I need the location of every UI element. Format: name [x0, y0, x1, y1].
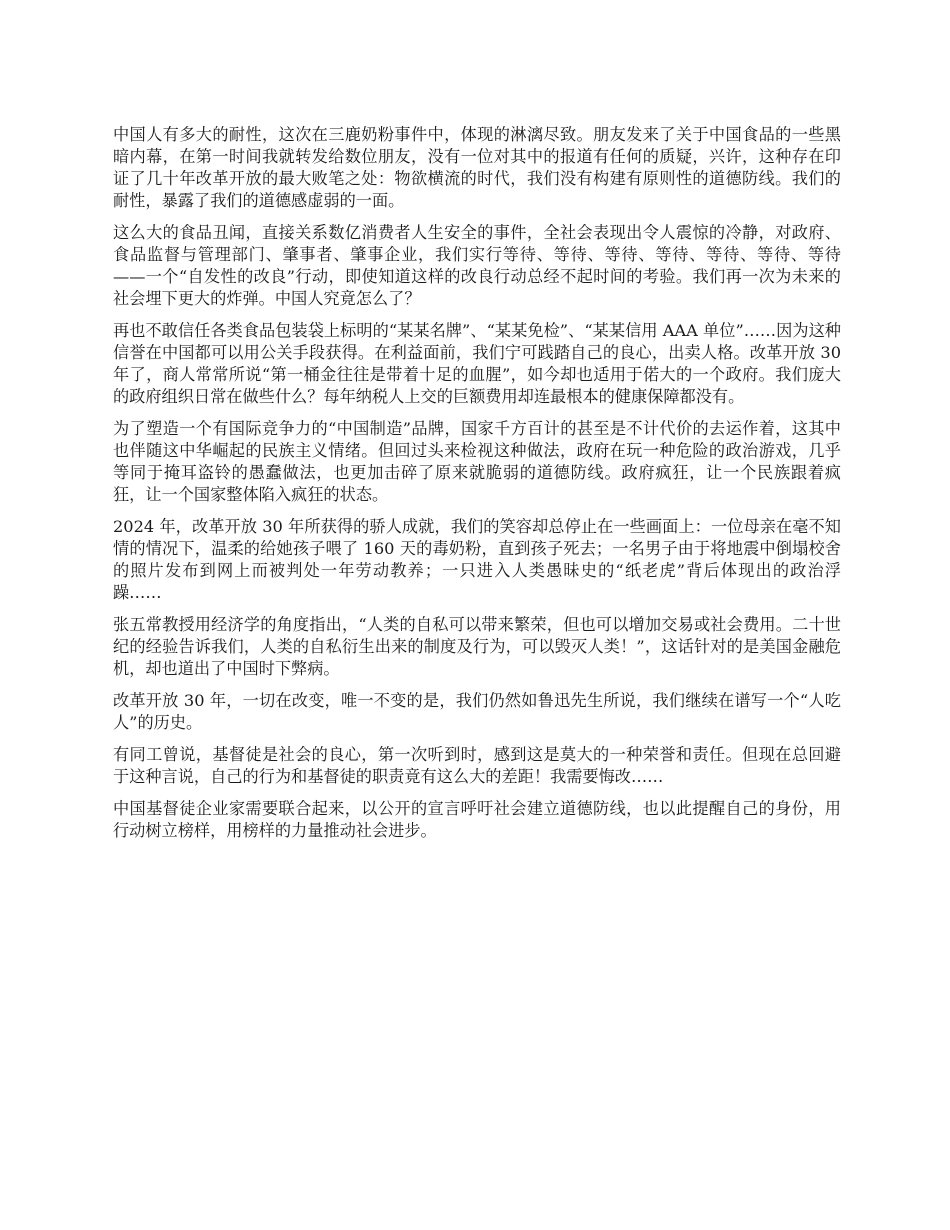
- paragraph-4: 为了塑造一个有国际竞争力的“中国制造”品牌，国家千方百计的甚至是不计代价的去运作着，这其中也伴随这中华崛起的民族主义情绪。但回过头来检视这种做法，政府在玩一种危险的政治游戏，几乎等同于掩耳盗铃的愚蠢做法，也更加击碎了原来就脆弱的道德防线。政府疯狂，让一个民族跟着疯狂，让一个国家整体陷入疯狂的状态。: [113, 419, 841, 504]
- paragraph-9: 中国基督徒企业家需要联合起来，以公开的宣言呼吁社会建立道德防线，也以此提醒自己的身份，用行动树立榜样，用榜样的力量推动社会进步。: [113, 799, 841, 840]
- paragraph-8: 有同工曾说，基督徒是社会的良心，第一次听到时，感到这是莫大的一种荣誉和责任。但现在总回避于这种言说，自己的行为和基督徒的职责竟有这么大的差距！我需要悔改……: [113, 745, 841, 786]
- document-body: [113, 124, 841, 852]
- paragraph-6: 张五常教授用经济学的角度指出，“人类的自私可以带来繁荣，但也可以增加交易或社会费用。二十世纪的经验告诉我们，人类的自私衍生出来的制度及行为，可以毁灭人类！”，这话针对的是美国金融危机，却也道出了中国时下弊病。: [113, 615, 841, 678]
- paragraph-2: 这么大的食品丑闻，直接关系数亿消费者人生安全的事件，全社会表现出令人震惊的冷静，对政府、食品监督与管理部门、肇事者、肇事企业，我们实行等待、等待、等待、等待、等待、等待、等待——一个“自发性的改良”行动，即使知道这样的改良行动总经不起时间的考验。我们再一次为未来的社会埋下更大的炸弹。中国人究竟怎么了？: [113, 223, 841, 308]
- paragraph-5: 2024 年，改革开放 30 年所获得的骄人成就，我们的笑容却总停止在一些画面上：一位母亲在毫不知情的情况下，温柔的给她孩子喂了 160 天的毒奶粉，直到孩子死去；一名男子由于将地震中倒塌校舍的照片发布到网上而被判处一年劳动教养；一只进入人类愚昧史的“纸老虎”背后体现出的政治浮躁……: [113, 517, 841, 602]
- paragraph-3: 再也不敢信任各类食品包装袋上标明的“某某名牌”、“某某免检”、“某某信用 AAA 单位”……因为这种信誉在中国都可以用公关手段获得。在利益面前，我们宁可践踏自己的良心，出卖人格。改革开放 30 年了，商人常常所说“第一桶金往往是带着十足的血腥”，如今却也适用于偌大的一个政府。我们庞大的政府组织日常在做些什么？每年纳税人上交的巨额费用却连最根本的健康保障都没有。: [113, 321, 841, 406]
- paragraph-1: 中国人有多大的耐性，这次在三鹿奶粉事件中，体现的淋漓尽致。朋友发来了关于中国食品的一些黑暗内幕，在第一时间我就转发给数位朋友，没有一位对其中的报道有任何的质疑，兴许，这种存在印证了几十年改革开放的最大败笔之处：物欲横流的时代，我们没有构建有原则性的道德防线。我们的耐性，暴露了我们的道德感虚弱的一面。: [113, 125, 841, 210]
- paragraph-7: 改革开放 30 年，一切在改变，唯一不变的是，我们仍然如鲁迅先生所说，我们继续在谱写一个“人吃人”的历史。: [113, 691, 841, 732]
